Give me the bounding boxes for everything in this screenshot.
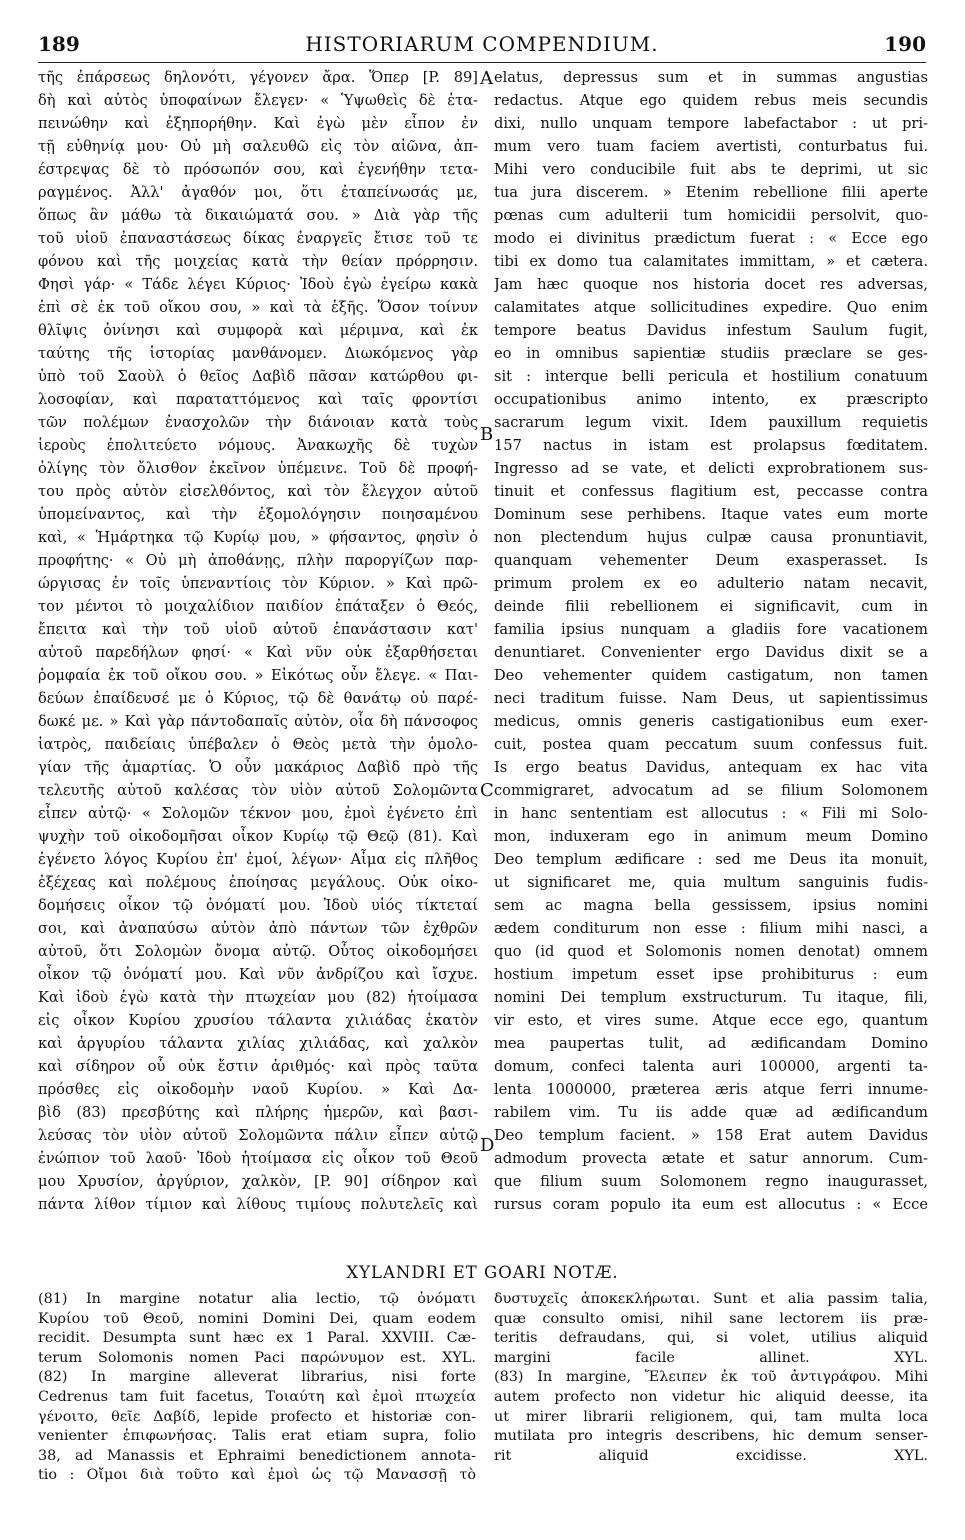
greek-text-line: μου Χρυσίον, ἀργύριον, χαλκὸν, [P. 90] σίδηρον καὶ: [38, 1173, 478, 1190]
latin-text-line: ut significaret me, quia multum sanguinis fudis-: [494, 874, 928, 891]
greek-text-line: λεύσας τὸν υἱὸν αὐτοῦ Σολομῶντα πάλιν εἶπεν αὐτῷ: [38, 1127, 478, 1144]
notes-right-column: [494, 1290, 928, 1466]
greek-text-line: τῆς ἐπάρσεως δηλονότι, γέγονεν ἄρα. Ὅπερ [P. 89]: [38, 69, 478, 86]
note-line: Cedrenus tam fuit facetus, Τοιαύτη καὶ ἐμοὶ πτωχεία: [38, 1388, 476, 1405]
note-line: venienter ἐπιφωνήσας. Talis erat etiam supra, folio: [38, 1428, 476, 1445]
note-line: γένοιτο, θεῖε Δαβίδ, lepide profecto et historiæ con-: [38, 1408, 476, 1425]
latin-text-line: admodum provecta ætate et satur annorum. Cum-: [494, 1150, 928, 1167]
greek-text-line: ἐπὶ σὲ ἐκ τοῦ οἴκου σου, » καὶ τὰ ἑξῆς. Ὅσον τοίνυν: [38, 299, 478, 316]
latin-text-line: domum, confeci talenta auri 100000, argenti ta-: [494, 1058, 928, 1075]
greek-text-line: ὀλίγης τὸν ὄλισθον ἐκεῖνον ὑπέμεινε. Τοῦ δὲ προφή-: [38, 460, 478, 477]
latin-text-line: Deo templum ædificare : sed me Deus ita monuit,: [494, 851, 928, 868]
latin-text-line: sacrarum legum vixit. Idem pauxillum requietis: [494, 414, 928, 431]
latin-text-line: Is ergo beatus Davidus, antequam ex hac vita: [494, 759, 928, 776]
greek-text-line: προφήτης· « Οὐ μὴ ἀποθάνῃς, πλὴν παροργίζων παρ-: [38, 552, 478, 569]
latin-text-line: dixi, nullo unquam tempore labefactabor : ut pri-: [494, 115, 928, 132]
latin-text-line: cuit, postea quam peccatum suum confessus fuit.: [494, 736, 928, 753]
latin-text-line: deinde filii rebellionem ei significavit, cum in: [494, 598, 928, 615]
latin-text-line: Mihi vero conducibile fuit abs te deprimi, ut sic: [494, 161, 928, 178]
greek-text-line: τοῦ υἱοῦ ἐπαναστάσεως δίκας ἐναργεῖς ἔτισε τοῦ τε: [38, 230, 478, 247]
greek-text-line: ψυχὴν τοῦ οἰκοδομῆσαι οἶκον Κυρίῳ τῷ Θεῷ (81). Καὶ: [38, 828, 478, 845]
latin-text-line: Deo vehementer quidem castigatum, non tamen: [494, 667, 928, 684]
note-line: mutilata pro integris describens, hic demum senser-: [494, 1428, 928, 1445]
greek-text-line: του πρὸς αὐτὸν εἰσελθόντος, καὶ τὸν ἔλεγχον αὐτοῦ: [38, 483, 478, 500]
latin-text-line: familia ipsius nunquam a gladiis fore vacationem: [494, 621, 928, 638]
greek-text-line: σοι, καὶ ἀναπαύσω αὐτὸν ἀπὸ πάντων τῶν ἐχθρῶν: [38, 920, 478, 937]
greek-text-line: ἰατρὸς, παιδείαις ὑπέβαλεν ὁ Θεὸς μετὰ τὴν ὁμολο-: [38, 736, 478, 753]
latin-text-line: tua jura discerem. » Etenim rebellione filii aperte: [494, 184, 928, 201]
margin-letter-c: C: [480, 780, 494, 801]
latin-text-line: in hanc sententiam est allocutus : « Fili mi Solo-: [494, 805, 928, 822]
greek-text-line: πεινώθην καὶ ἐξηπορήθην. Καὶ ἐγὼ μὲν εἶπον ἐν: [38, 115, 478, 132]
greek-text-line: γίαν τῆς ἁμαρτίας. Ὁ οὖν μακάριος Δαβὶδ πρὸ τῆς: [38, 759, 478, 776]
greek-text-line: καὶ, « Ἡμάρτηκα τῷ Κυρίῳ μου, » φήσαντος, φησὶν ὁ: [38, 529, 478, 546]
greek-text-line: τελευτῆς αὐτοῦ καλέσας τὸν υἱὸν αὐτοῦ Σολομῶντα: [38, 782, 478, 799]
latin-text-line: denuntiaret. Convenienter ergo Davidus dixit se a: [494, 644, 928, 661]
latin-text-line: Deo templum facient. » 158 Erat autem Davidus: [494, 1127, 928, 1144]
latin-text-line: tibi ex domo tua calamitates immittam, » et cætera.: [494, 253, 928, 270]
latin-text-line: sit : interque belli pericula et hostilium conatuum: [494, 368, 928, 385]
note-line: Κυρίου τοῦ Θεοῦ, nomini Domini Dei, quam eodem: [38, 1310, 476, 1327]
margin-letter-a: A: [480, 68, 493, 89]
latin-text-line: vir esto, et vires sume. Atque ecce ego, quantum: [494, 1012, 928, 1029]
latin-text-line: Ingresso ad se vate, et delicti exprobrationem sus-: [494, 460, 928, 477]
latin-text-line: medicus, omnis generis castigationibus eum exer-: [494, 713, 928, 730]
latin-text-line: non plectendum hujus culpæ causa pronuntiavit,: [494, 529, 928, 546]
page-header: [38, 28, 926, 63]
margin-letter-b: B: [480, 424, 494, 445]
note-line: (82) In margine alleverat librarius, nisi forte: [38, 1369, 476, 1386]
greek-text-line: βὶδ (83) πρεσβύτης καὶ πλήρης ἡμερῶν, καὶ βασι-: [38, 1104, 478, 1121]
greek-text-line: ώργισας ἐν τοῖς ὑπεναντίοις τὸν Κύριον. » Καὶ πρῶ-: [38, 575, 478, 592]
greek-text-line: εἶπεν αὐτῷ· « Σολομῶν τέκνον μου, ἐμοὶ ἐγένετο ἐπὶ: [38, 805, 478, 822]
greek-text-line: ραγμένος. Ἀλλ' ἀγαθόν μοι, ὅτι ἐταπείνωσάς με,: [38, 184, 478, 201]
greek-text-line: λοσοφίαν, καὶ παραταττόμενος καὶ ταῖς φροντίσι: [38, 391, 478, 408]
greek-text-line: Καὶ ἰδοὺ ἐγὼ κατὰ τὴν πτωχείαν μου (82) ἡτοίμασα: [38, 989, 478, 1006]
greek-text-line: ἱεροὺς ἐπολιτεύετο νόμους. Ἀνακωχῆς δὲ τυχὼν: [38, 437, 478, 454]
latin-text-line: redactus. Atque ego quidem rebus meis secundis: [494, 92, 928, 109]
note-line: autem profecto non videtur hic aliquid deesse, ita: [494, 1388, 928, 1405]
latin-text-line: hostium impetum esset ipse prohibiturus : eum: [494, 966, 928, 983]
greek-text-line: αὐτοῦ, ὅτι Σολομὼν ὄνομα αὐτῷ. Οὗτος οἰκοδομήσει: [38, 943, 478, 960]
greek-text-line: ταύτης τῆς ἱστορίας μανθάνομεν. Διωκόμενος γὰρ: [38, 345, 478, 362]
latin-text-line: mum vero tuam faciem avertisti, conturbatus fui.: [494, 138, 928, 155]
note-line: rit aliquid excidisse. XYL.: [494, 1447, 928, 1464]
greek-text-line: εἰς οἶκον Κυρίου χρυσίου τάλαντα χιλιάδας ἑκατὸν: [38, 1012, 478, 1029]
latin-text-line: quanquam vehementer Deum exasperasset. Is: [494, 552, 928, 569]
latin-text-line: calamitates atque sollicitudines expedire. Quo enim: [494, 299, 928, 316]
greek-text-line: ἐνώπιον τοῦ λαοῦ· Ἰδοὺ ἡτοίμασα εἰς οἶκον τοῦ Θεοῦ: [38, 1150, 478, 1167]
note-line: ut mirer librarii religionem, qui, tam multa loca: [494, 1408, 928, 1425]
latin-text-line: 157 nactus in istam est prolapsus fœditatem.: [494, 437, 928, 454]
latin-text-line: modo ei divinitus prædictum fuerat : « Ecce ego: [494, 230, 928, 247]
latin-text-column: [494, 66, 928, 1216]
latin-text-line: neci traditum fuisse. Nam Deus, ut sapientissimus: [494, 690, 928, 707]
greek-text-column: [38, 66, 478, 1216]
note-line: terum Solomonis nomen Paci παρώνυμον est. XYL.: [38, 1349, 476, 1366]
latin-text-line: commigraret, advocatum ad se filium Solomonem: [494, 782, 928, 799]
note-line: 38, ad Manassis et Ephraimi benedictionem annota-: [38, 1447, 476, 1464]
greek-text-line: φόνου καὶ τῆς μοιχείας κατὰ τὴν θείαν πρόρρησιν.: [38, 253, 478, 270]
greek-text-line: δωκέ με. » Καὶ γὰρ πάντοδαπαῖς αὐτὸν, οἷα δὴ πάνσοφος: [38, 713, 478, 730]
note-line: quæ consulto omisi, nihil sane lectorem iis præ-: [494, 1310, 928, 1327]
latin-text-line: quo (id quod et Solomonis nomen denotat) omnem: [494, 943, 928, 960]
greek-text-line: τῇ εὐθηνίᾳ μου· Οὐ μὴ σαλευθῶ εἰς τὸν αἰῶνα, ἀπ-: [38, 138, 478, 155]
latin-text-line: nomini Dei templum exstructurum. Tu itaque, fili,: [494, 989, 928, 1006]
greek-text-line: δὴ καὶ αὐτὸς ὑποφαίνων ἔλεγεν· « Ὑψωθεὶς δὲ ἐτα-: [38, 92, 478, 109]
greek-text-line: πάντα λίθον τίμιον καὶ λίθους τιμίους πολυτελεῖς καὶ: [38, 1196, 478, 1213]
greek-text-line: τῶν πολέμων ἐνασχολῶν τὴν διάνοιαν κατὰ τοὺς: [38, 414, 478, 431]
greek-text-line: καὶ ἀργυρίου τάλαντα χιλίας χιλιάδας, καὶ χαλκὸν: [38, 1035, 478, 1052]
greek-text-line: αὐτοῦ παρεδήλων φησί· « Καὶ νῦν οὐκ ἐξαρθήσεται: [38, 644, 478, 661]
greek-text-line: ὅπως ἂν μάθω τὰ δικαιώματά σου. » Διὰ γὰρ τῆς: [38, 207, 478, 224]
latin-text-line: ædem conditurum non esse : filium mihi nasci, a: [494, 920, 928, 937]
greek-text-line: ῥομφαία ἐκ τοῦ οἴκου σου. » Εἰκότως οὖν ἔλεγε. « Παι-: [38, 667, 478, 684]
latin-text-line: rursus coram populo ita eum est allocutus : « Ecce: [494, 1196, 928, 1213]
margin-letter-d: D: [480, 1135, 495, 1156]
greek-text-line: οἶκον τῷ ὀνόματί μου. Καὶ νῦν ἀνδρίζου καὶ ἴσχυε.: [38, 966, 478, 983]
note-line: (81) In margine notatur alia lectio, τῷ ὀνόματι: [38, 1291, 476, 1307]
greek-text-line: τον μέντοι τὸ μοιχαλίδιον παιδίον ἐπάταξεν ὁ Θεός,: [38, 598, 478, 615]
note-line: δυστυχεῖς ἀποκεκλήρωται. Sunt et alia passim talia,: [494, 1291, 928, 1307]
latin-text-line: eo in omnibus sapientiæ studiis præclare se ges-: [494, 345, 928, 362]
latin-text-line: tempore beatus Davidus infestum Saulum fugit,: [494, 322, 928, 339]
latin-text-line: primum prolem ex eo adulterio natam necavit,: [494, 575, 928, 592]
page-number-right: 190: [884, 32, 926, 56]
latin-text-line: rabilem vim. Tu iis adde quæ ad ædificandum: [494, 1104, 928, 1121]
running-title: HISTORIARUM COMPENDIUM.: [305, 32, 659, 56]
latin-text-line: mea paupertas tulit, ad ædificandam Domino: [494, 1035, 928, 1052]
latin-text-line: occupationibus animo intento, ex præscripto: [494, 391, 928, 408]
note-line: tio : Οἴμοι διὰ τοῦτο καὶ ἐμοὶ ὡς τῷ Μανασσῇ τὸ: [38, 1467, 476, 1484]
greek-text-line: ἔπειτα καὶ τὴν τοῦ υἱοῦ αὐτοῦ ἐπανάστασιν κατ': [38, 621, 478, 638]
greek-text-line: καὶ σίδηρον οὗ οὐκ ἔστιν ἀριθμός· καὶ πρὸς ταῦτα: [38, 1058, 478, 1075]
page-number-left: 189: [38, 32, 80, 56]
latin-text-line: Jam hæc quoque nos historia docet res adversas,: [494, 276, 928, 293]
latin-text-line: que filium suum Solomonem regno inaugurasset,: [494, 1173, 928, 1190]
notes-title: XYLANDRI ET GOARI NOTÆ.: [346, 1263, 619, 1282]
greek-text-line: ὑπομείναντος, καὶ τὴν ἐξομολόγησιν ποιησαμένου: [38, 506, 478, 523]
latin-text-line: Dominum sese perhibens. Itaque vates eum morte: [494, 506, 928, 523]
greek-text-line: ὑπὸ τοῦ Σαοὺλ ὁ θεῖος Δαβὶδ πᾶσαν κατώρθου φι-: [38, 368, 478, 385]
latin-text-line: tinuit et confessus flagitium est, peccasse contra: [494, 483, 928, 500]
greek-text-line: δεύων ἐπαίδευσέ με ὁ Κύριος, τῷ δὲ θανάτῳ οὐ παρέ-: [38, 690, 478, 707]
latin-text-line: elatus, depressus sum et in summas angustias: [494, 69, 928, 86]
greek-text-line: δομήσεις οἶκον τῷ ὀνόματί μου. Ἰδοὺ υἱός τίκτεταί: [38, 897, 478, 914]
latin-text-line: lenta 1000000, præterea æris atque ferri innume-: [494, 1081, 928, 1098]
greek-text-line: θλῖψις ὀνίνησι καὶ συμφορὰ καὶ μέριμνα, καὶ ἐκ: [38, 322, 478, 339]
notes-left-column: [38, 1290, 476, 1486]
greek-text-line: Φησὶ γάρ· « Τάδε λέγει Κύριος· Ἰδοὺ ἐγὼ ἐγείρω κακὰ: [38, 276, 478, 293]
latin-text-line: pœnas cum adulterii tum homicidii persolvit, quo-: [494, 207, 928, 224]
note-line: recidit. Desumpta sunt hæc ex 1 Paral. XXVIII. Cæ-: [38, 1330, 476, 1347]
latin-text-line: sem ac magna bella gessissem, ipsius nomini: [494, 897, 928, 914]
note-line: (83) In margine, Ἔλειπεν ἐκ τοῦ ἀντιγράφου. Mihi: [494, 1369, 928, 1386]
latin-text-line: mon, induxeram ego in animum meum Domino: [494, 828, 928, 845]
greek-text-line: ἐξέχεας καὶ πολέμους ἐποίησας μεγάλους. Οὐκ οἰκο-: [38, 874, 478, 891]
greek-text-line: ἐγένετο λόγος Κυρίου ἐπ' ἐμοί, λέγων· Αἷμα εἰς πλῆθος: [38, 851, 478, 868]
greek-text-line: έστρεψας δὲ τὸ πρόσωπόν σου, καὶ ἐγενήθην τετα-: [38, 161, 478, 178]
note-line: margini facile allinet. XYL.: [494, 1349, 928, 1366]
note-line: teritis defraudans, qui, si volet, utilius aliquid: [494, 1330, 928, 1347]
greek-text-line: πρόσθες εἰς οἰκοδομὴν ναοῦ Κυρίου. » Καὶ Δα-: [38, 1081, 478, 1098]
